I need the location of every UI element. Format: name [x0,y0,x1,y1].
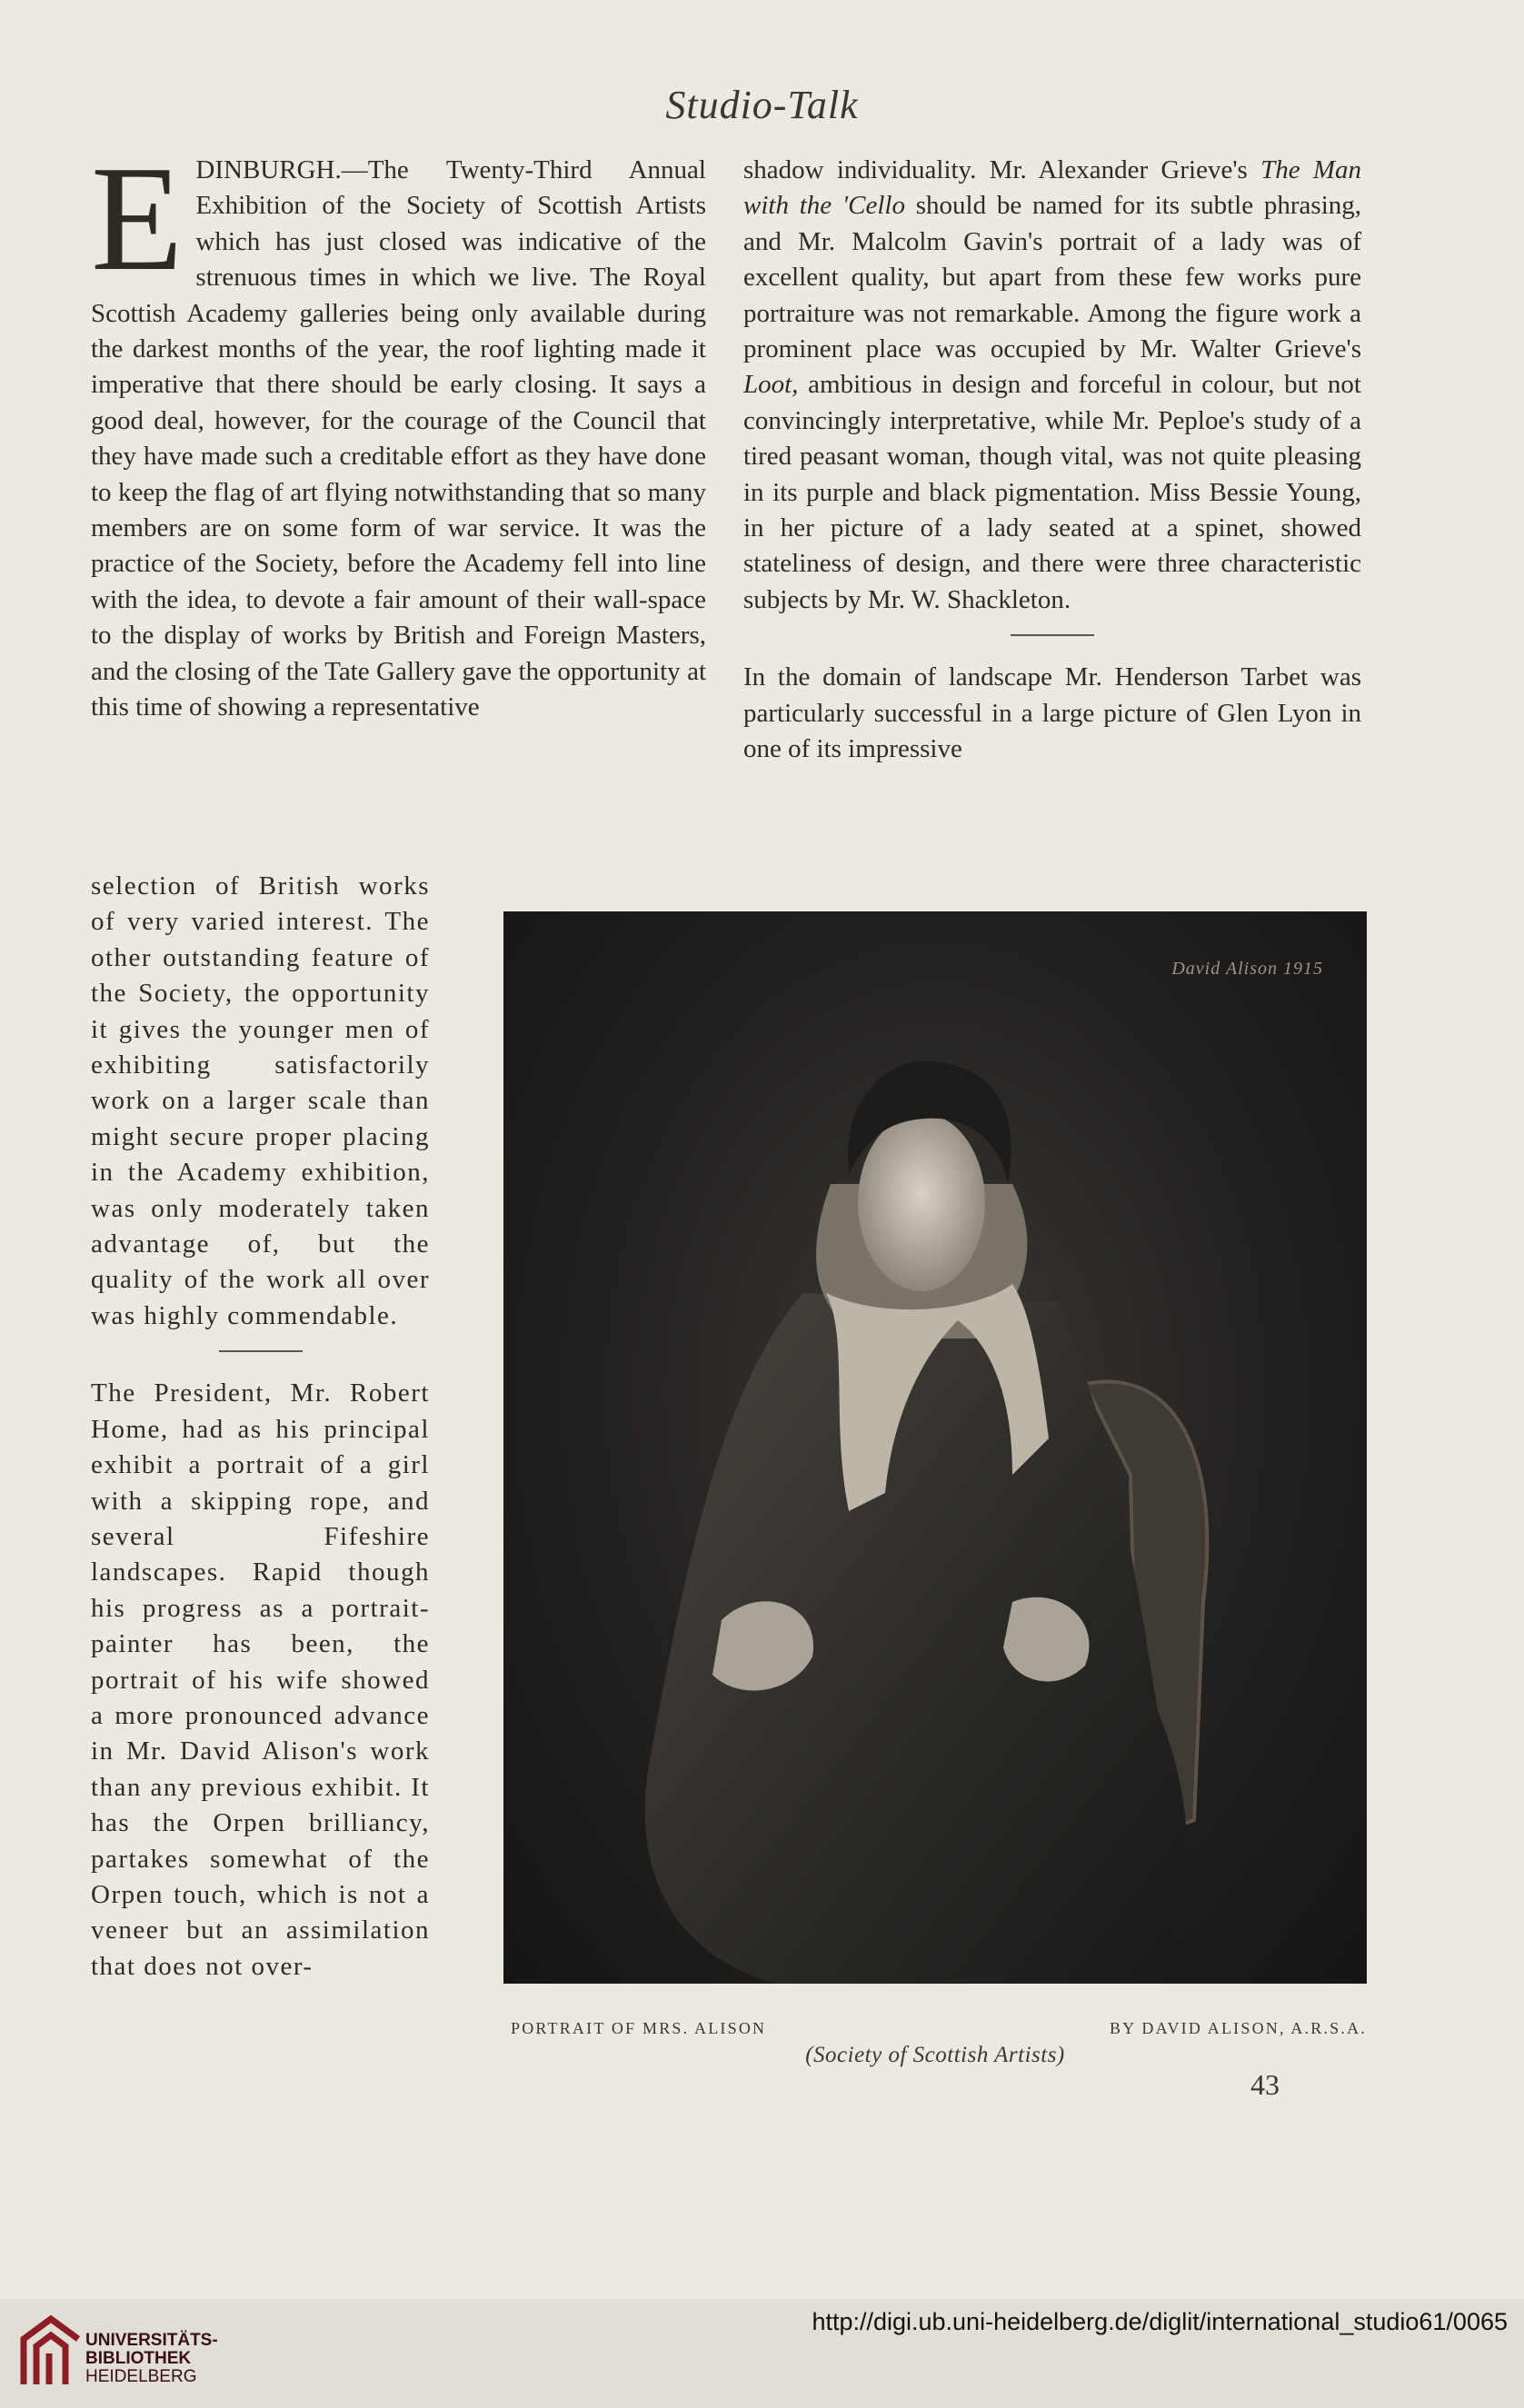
text-run: shadow individuality. Mr. Alexander Grieve's [743,155,1261,184]
article-column-left-narrow [91,869,430,1985]
section-divider [1011,634,1094,636]
paragraph-selection: selection of British works of very varied interest. The other outstanding feature of the Society, the opportunity it gives the younger men of exhibiting satisfactorily work on a larger scale than might secure proper placing in the Academy exhibition, was only moderately taken advantage of, but the quality of the work all over was highly commendable. [91,871,430,1330]
library-name [85,2332,218,2386]
caption-artist: BY DAVID ALISON, A.R.S.A. [1109,2019,1367,2037]
caption-source: (Society of Scottish Artists) [805,2043,1065,2067]
running-title: Studio-Talk [665,83,859,127]
paragraph-edinburgh [91,134,706,726]
source-url-link[interactable]: http://digi.ub.uni-heidelberg.de/diglit/international_studio61/0065 [812,2308,1508,2335]
library-name-line: HEIDELBERG [85,2367,197,2386]
university-library-logo-icon [15,2312,91,2392]
article-column-left-top [91,134,706,726]
portrait-plate [503,911,1367,1984]
article-column-right [743,153,1361,768]
portrait-painting [503,911,1367,1984]
library-name-line: UNIVERSITÄTS- [85,2331,218,2350]
library-name-line: BIBLIOTHEK [85,2349,192,2368]
drop-cap: E [91,134,184,302]
artwork-title-cello: The Man with the 'Cello [743,155,1361,221]
text-run: ambitious in design and forceful in colour, but not convincingly interpretative, while Mr. Peploe's study of a tired peasant woman, though vital, was not quite pleasing in its purple and black pigmentation. Miss Bessie Young, in her picture of a lady seated at a spinet, showed stateliness of design, and there were three characteristic subjects by Mr. W. Shackleton. [743,370,1361,614]
artwork-title-loot: Loot, [743,370,799,400]
paragraph-portraiture [743,153,1361,618]
text-run: should be named for its subtle phrasing, and Mr. Malcolm Gavin's portrait of a lady was of excellent quality, but apart from these few works pure portraiture was not remarkable. Among the figure work a prominent place was occupied by Mr. Walter Grieve's [743,191,1361,364]
section-divider [219,1350,303,1352]
paragraph-landscape: In the domain of landscape Mr. Henderson Tarbet was particularly successful in a large picture of Glen Lyon in one of its impressive [743,662,1361,764]
painting-signature: David Alison 1915 [1171,959,1323,979]
caption-title: PORTRAIT OF MRS. ALISON [511,2019,767,2037]
page-number: 43 [1250,2068,1280,2101]
paragraph-president: The President, Mr. Robert Home, had as his principal exhibit a portrait of a girl with a skipping rope, and several Fifeshire landscapes. Rapid though his progress as a portrait-painter has been, the portrait of his wife showed a more pronounced advance in Mr. David Alison's work than any previous exhibit. It has the Orpen brilliancy, partakes somewhat of the Orpen touch, which is not a veneer but an assimilation that does not over- [91,1378,430,1981]
paragraph-text: DINBURGH.—The Twenty-Third Annual Exhibition of the Society of Scottish Artists which has just closed was indicative of the strenuous times in which we live. The Royal Scottish Academy galleries being only available during the darkest months of the year, the roof lighting made it imperative that there should be early closing. It says a good deal, however, for the courage of the Council that they have made such a creditable effort as they have done to keep the flag of art flying notwithstanding that so many members are on some form of war service. It was the practice of the Society, before the Academy fell into line with the idea, to devote a fair amount of their wall-space to the display of works by British and Foreign Masters, and the closing of the Tate Gallery gave the opportunity at this time of showing a representative [91,155,706,722]
